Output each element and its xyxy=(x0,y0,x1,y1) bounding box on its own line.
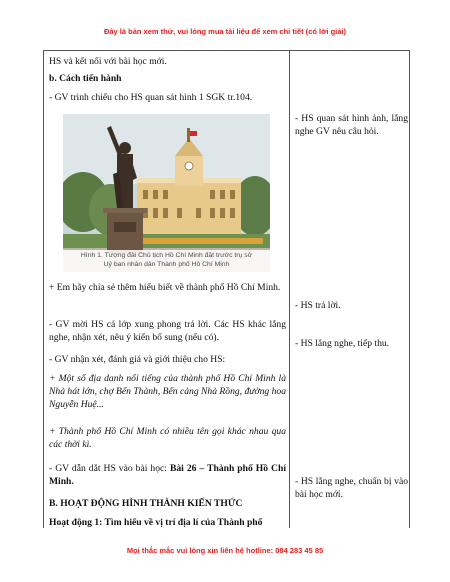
column-divider xyxy=(289,51,290,528)
gv-lead-prefix: - GV dẫn dắt HS vào bài học: xyxy=(49,463,170,474)
figure-caption-line-2: Uỷ ban nhân dân Thành phố Hồ Chí Minh xyxy=(103,261,230,268)
ho-chi-minh-statue-image xyxy=(63,114,270,272)
lesson-title: Bài 26 – Thành phố Hồ Chí Minh. xyxy=(49,463,286,487)
gv-show-instruction: - GV trình chiếu cho HS quan sát hình 1 SGK tr.104. xyxy=(49,92,253,103)
hs-listen: - HS lắng nghe, tiếp thu. xyxy=(295,338,390,349)
hs-answer: - HS trả lời. xyxy=(295,300,341,311)
figure-caption xyxy=(63,250,270,272)
figure-caption-line-1: Hình 1. Tượng đài Chủ tịch Hồ Chí Minh đặt trước trụ sở xyxy=(80,252,253,259)
gv-lead-in xyxy=(49,462,286,488)
preview-banner: Đây là bản xem thử, vui lòng mua tài liệu để xem chi tiết (có lời giải) xyxy=(103,27,347,36)
intro-point-1: + Một số địa danh nổi tiếng của thành phố Hồ Chí Minh là Nhà hát lớn, chợ Bến Thành, Bến cảng Nhà Rồng, đường hoa Nguyễn Huệ... xyxy=(49,373,286,410)
hotline-banner: Mọi thắc mắc vui lòng xin liên hệ hotline: 084 283 45 85 xyxy=(126,546,324,555)
hs-listen-prepare: - HS lắng nghe, chuẩn bị vào bài học mới. xyxy=(295,476,408,500)
section-heading-activity-b: B. HOẠT ĐỘNG HÌNH THÀNH KIẾN THỨC xyxy=(49,498,243,509)
share-question: + Em hãy chia sẻ thêm hiểu biết về thành phố Hồ Chí Minh. xyxy=(49,282,281,293)
section-heading-b: b. Cách tiến hành xyxy=(49,73,122,84)
intro-point-2: + Thành phố Hồ Chí Minh có nhiều tên gọi khác nhau qua các thời kì. xyxy=(49,426,286,450)
gv-invite: - GV mời HS cả lớp xung phong trả lời. Các HS khác lắng nghe, nhận xét, nêu ý kiến bổ sung (nếu có). xyxy=(49,319,286,343)
connect-line: HS và kết nối với bài học mới. xyxy=(49,56,167,67)
hs-observe: - HS quan sát hình ảnh, lắng nghe GV nêu câu hỏi. xyxy=(295,113,408,137)
activity-1-heading: Hoạt động 1: Tìm hiểu về vị trí địa lí của Thành phố xyxy=(49,517,263,528)
lesson-table xyxy=(43,50,410,528)
gv-comment: - GV nhận xét, đánh giá và giới thiệu cho HS: xyxy=(49,354,226,365)
